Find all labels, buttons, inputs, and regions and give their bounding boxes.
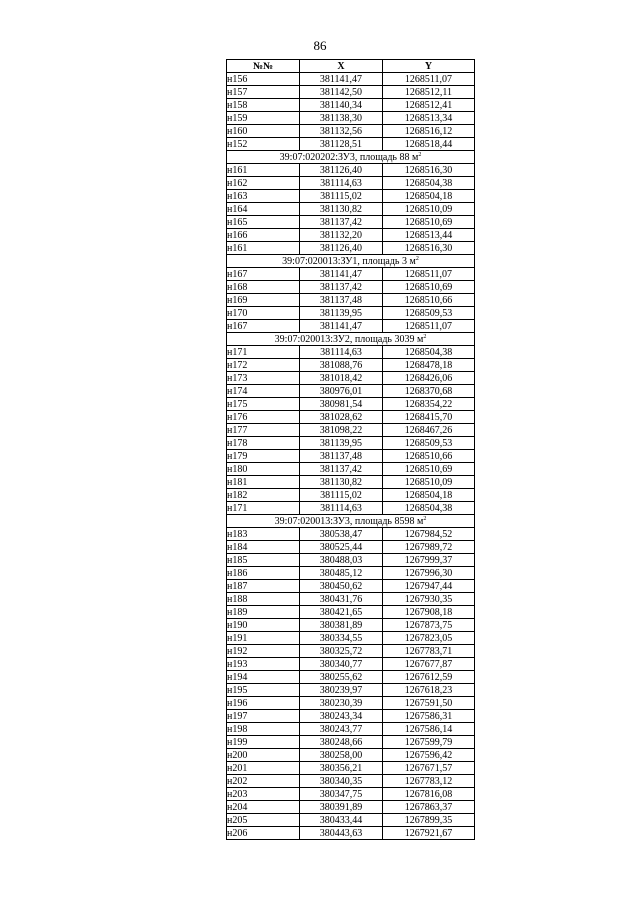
x-coordinate-cell: 381137,48 <box>300 294 383 307</box>
table-row <box>227 619 475 632</box>
parcel-title <box>227 333 475 346</box>
table-row <box>227 359 475 372</box>
x-coordinate-cell: 380976,01 <box>300 385 383 398</box>
table-row <box>227 723 475 736</box>
point-number-cell: н174 <box>227 385 300 398</box>
point-number-cell: н192 <box>227 645 300 658</box>
x-coordinate-cell: 380255,62 <box>300 671 383 684</box>
table-row <box>227 463 475 476</box>
x-coordinate-cell: 381132,20 <box>300 229 383 242</box>
table-row <box>227 541 475 554</box>
y-coordinate-cell: 1268511,07 <box>383 320 475 333</box>
x-coordinate-cell: 380340,35 <box>300 775 383 788</box>
y-coordinate-cell: 1268504,38 <box>383 502 475 515</box>
table-row <box>227 580 475 593</box>
x-coordinate-cell: 380421,65 <box>300 606 383 619</box>
y-coordinate-cell: 1267899,35 <box>383 814 475 827</box>
y-coordinate-cell: 1267989,72 <box>383 541 475 554</box>
table-row <box>227 606 475 619</box>
point-number-cell: н188 <box>227 593 300 606</box>
point-number-cell: н175 <box>227 398 300 411</box>
point-number-cell: н193 <box>227 658 300 671</box>
x-coordinate-cell: 381141,47 <box>300 73 383 86</box>
x-coordinate-cell: 381114,63 <box>300 177 383 190</box>
point-number-cell: н190 <box>227 619 300 632</box>
y-coordinate-cell: 1268510,69 <box>383 281 475 294</box>
point-number-cell: н170 <box>227 307 300 320</box>
y-coordinate-cell: 1268478,18 <box>383 359 475 372</box>
y-coordinate-cell: 1268504,38 <box>383 177 475 190</box>
point-number-cell: н160 <box>227 125 300 138</box>
point-number-cell: н163 <box>227 190 300 203</box>
table-row <box>227 554 475 567</box>
x-coordinate-cell: 381140,34 <box>300 99 383 112</box>
y-coordinate-cell: 1268516,12 <box>383 125 475 138</box>
point-number-cell: н183 <box>227 528 300 541</box>
y-coordinate-cell: 1268370,68 <box>383 385 475 398</box>
x-coordinate-cell: 381115,02 <box>300 190 383 203</box>
table-row <box>227 437 475 450</box>
table-row <box>227 762 475 775</box>
y-coordinate-cell: 1267873,75 <box>383 619 475 632</box>
point-number-cell: н196 <box>227 697 300 710</box>
table-row <box>227 593 475 606</box>
parcel-title-text: 39:07:020013:ЗУ1, площадь 3 м <box>282 255 416 267</box>
area-unit-exponent: 2 <box>423 515 427 522</box>
point-number-cell: н202 <box>227 775 300 788</box>
point-number-cell: н167 <box>227 320 300 333</box>
point-number-cell: н198 <box>227 723 300 736</box>
coordinates-table <box>226 59 475 840</box>
x-coordinate-cell: 381115,02 <box>300 489 383 502</box>
x-coordinate-cell: 381139,95 <box>300 307 383 320</box>
table-row <box>227 73 475 86</box>
y-coordinate-cell: 1268512,41 <box>383 99 475 112</box>
table-row <box>227 827 475 840</box>
y-coordinate-cell: 1267863,37 <box>383 801 475 814</box>
point-number-cell: н152 <box>227 138 300 151</box>
y-coordinate-cell: 1267783,12 <box>383 775 475 788</box>
y-coordinate-cell: 1268516,30 <box>383 242 475 255</box>
x-coordinate-cell: 381028,62 <box>300 411 383 424</box>
table-row <box>227 281 475 294</box>
table-row <box>227 632 475 645</box>
header-point-number: №№ <box>227 60 300 73</box>
table-row <box>227 320 475 333</box>
table-row <box>227 398 475 411</box>
table-row <box>227 242 475 255</box>
table-row <box>227 489 475 502</box>
x-coordinate-cell: 380443,63 <box>300 827 383 840</box>
area-unit-exponent: 2 <box>423 333 427 340</box>
y-coordinate-cell: 1267921,67 <box>383 827 475 840</box>
table-row <box>227 424 475 437</box>
y-coordinate-cell: 1268509,53 <box>383 307 475 320</box>
y-coordinate-cell: 1267677,87 <box>383 658 475 671</box>
table-row <box>227 203 475 216</box>
point-number-cell: н178 <box>227 437 300 450</box>
y-coordinate-cell: 1267999,37 <box>383 554 475 567</box>
y-coordinate-cell: 1268516,30 <box>383 164 475 177</box>
x-coordinate-cell: 381126,40 <box>300 164 383 177</box>
x-coordinate-cell: 381139,95 <box>300 437 383 450</box>
parcel-title-text: 39:07:020013:ЗУ3, площадь 8598 м <box>274 515 424 527</box>
x-coordinate-cell: 380334,55 <box>300 632 383 645</box>
parcel-title-text: 39:07:020202:ЗУ3, площадь 88 м <box>279 151 419 163</box>
x-coordinate-cell: 381132,56 <box>300 125 383 138</box>
table-row <box>227 294 475 307</box>
x-coordinate-cell: 380485,12 <box>300 567 383 580</box>
table-row <box>227 86 475 99</box>
y-coordinate-cell: 1267996,30 <box>383 567 475 580</box>
y-coordinate-cell: 1267823,05 <box>383 632 475 645</box>
point-number-cell: н173 <box>227 372 300 385</box>
y-coordinate-cell: 1267816,08 <box>383 788 475 801</box>
table-row <box>227 372 475 385</box>
y-coordinate-cell: 1267599,79 <box>383 736 475 749</box>
x-coordinate-cell: 380243,34 <box>300 710 383 723</box>
point-number-cell: н181 <box>227 476 300 489</box>
point-number-cell: н161 <box>227 164 300 177</box>
y-coordinate-cell: 1268510,09 <box>383 203 475 216</box>
parcel-title <box>227 255 475 268</box>
table-row <box>227 385 475 398</box>
x-coordinate-cell: 381130,82 <box>300 203 383 216</box>
y-coordinate-cell: 1267586,14 <box>383 723 475 736</box>
table-row <box>227 307 475 320</box>
y-coordinate-cell: 1267586,31 <box>383 710 475 723</box>
point-number-cell: н185 <box>227 554 300 567</box>
x-coordinate-cell: 380230,39 <box>300 697 383 710</box>
area-unit-exponent: 2 <box>418 151 422 158</box>
x-coordinate-cell: 381126,40 <box>300 242 383 255</box>
x-coordinate-cell: 380981,54 <box>300 398 383 411</box>
point-number-cell: н182 <box>227 489 300 502</box>
x-coordinate-cell: 380325,72 <box>300 645 383 658</box>
y-coordinate-cell: 1268513,44 <box>383 229 475 242</box>
y-coordinate-cell: 1267947,44 <box>383 580 475 593</box>
y-coordinate-cell: 1268512,11 <box>383 86 475 99</box>
x-coordinate-cell: 381137,42 <box>300 216 383 229</box>
y-coordinate-cell: 1267612,59 <box>383 671 475 684</box>
table-row <box>227 346 475 359</box>
y-coordinate-cell: 1267783,71 <box>383 645 475 658</box>
x-coordinate-cell: 380381,89 <box>300 619 383 632</box>
point-number-cell: н158 <box>227 99 300 112</box>
parcel-title-text: 39:07:020013:ЗУ2, площадь 3039 м <box>274 333 424 345</box>
table-row <box>227 710 475 723</box>
point-number-cell: н171 <box>227 502 300 515</box>
y-coordinate-cell: 1267596,42 <box>383 749 475 762</box>
x-coordinate-cell: 381137,42 <box>300 281 383 294</box>
table-row <box>227 125 475 138</box>
y-coordinate-cell: 1268513,34 <box>383 112 475 125</box>
y-coordinate-cell: 1267908,18 <box>383 606 475 619</box>
y-coordinate-cell: 1268354,22 <box>383 398 475 411</box>
table-row <box>227 450 475 463</box>
point-number-cell: н205 <box>227 814 300 827</box>
table-body <box>227 73 475 840</box>
y-coordinate-cell: 1267618,23 <box>383 684 475 697</box>
table-row <box>227 684 475 697</box>
y-coordinate-cell: 1267591,50 <box>383 697 475 710</box>
table-row <box>227 164 475 177</box>
x-coordinate-cell: 380258,00 <box>300 749 383 762</box>
x-coordinate-cell: 380525,44 <box>300 541 383 554</box>
parcel-title <box>227 151 475 164</box>
x-coordinate-cell: 381137,48 <box>300 450 383 463</box>
table-row <box>227 229 475 242</box>
point-number-cell: н204 <box>227 801 300 814</box>
section-title-row <box>227 151 475 164</box>
point-number-cell: н159 <box>227 112 300 125</box>
x-coordinate-cell: 380243,77 <box>300 723 383 736</box>
y-coordinate-cell: 1268504,38 <box>383 346 475 359</box>
y-coordinate-cell: 1267984,52 <box>383 528 475 541</box>
point-number-cell: н191 <box>227 632 300 645</box>
y-coordinate-cell: 1268518,44 <box>383 138 475 151</box>
table-row <box>227 749 475 762</box>
y-coordinate-cell: 1268509,53 <box>383 437 475 450</box>
table-row <box>227 736 475 749</box>
x-coordinate-cell: 380488,03 <box>300 554 383 567</box>
y-coordinate-cell: 1268510,69 <box>383 463 475 476</box>
y-coordinate-cell: 1268426,06 <box>383 372 475 385</box>
table-row <box>227 658 475 671</box>
y-coordinate-cell: 1268511,07 <box>383 268 475 281</box>
table-row <box>227 138 475 151</box>
y-coordinate-cell: 1268467,26 <box>383 424 475 437</box>
point-number-cell: н194 <box>227 671 300 684</box>
point-number-cell: н164 <box>227 203 300 216</box>
table-row <box>227 567 475 580</box>
page-number: 86 <box>313 38 327 53</box>
point-number-cell: н184 <box>227 541 300 554</box>
point-number-cell: н201 <box>227 762 300 775</box>
table-header <box>227 60 475 73</box>
x-coordinate-cell: 381098,22 <box>300 424 383 437</box>
y-coordinate-cell: 1268510,09 <box>383 476 475 489</box>
point-number-cell: н199 <box>227 736 300 749</box>
y-coordinate-cell: 1267671,57 <box>383 762 475 775</box>
x-coordinate-cell: 381128,51 <box>300 138 383 151</box>
point-number-cell: н172 <box>227 359 300 372</box>
x-coordinate-cell: 380538,47 <box>300 528 383 541</box>
x-coordinate-cell: 380431,76 <box>300 593 383 606</box>
table-row <box>227 411 475 424</box>
x-coordinate-cell: 381141,47 <box>300 320 383 333</box>
x-coordinate-cell: 380340,77 <box>300 658 383 671</box>
table-row <box>227 801 475 814</box>
x-coordinate-cell: 381114,63 <box>300 346 383 359</box>
x-coordinate-cell: 381088,76 <box>300 359 383 372</box>
point-number-cell: н189 <box>227 606 300 619</box>
table-row <box>227 528 475 541</box>
point-number-cell: н156 <box>227 73 300 86</box>
x-coordinate-cell: 380347,75 <box>300 788 383 801</box>
x-coordinate-cell: 380391,89 <box>300 801 383 814</box>
section-title-row <box>227 333 475 346</box>
y-coordinate-cell: 1268510,66 <box>383 294 475 307</box>
point-number-cell: н195 <box>227 684 300 697</box>
point-number-cell: н177 <box>227 424 300 437</box>
header-x: X <box>300 60 383 73</box>
table-row <box>227 216 475 229</box>
x-coordinate-cell: 380356,21 <box>300 762 383 775</box>
x-coordinate-cell: 381138,30 <box>300 112 383 125</box>
x-coordinate-cell: 381130,82 <box>300 476 383 489</box>
point-number-cell: н206 <box>227 827 300 840</box>
header-row <box>227 60 475 73</box>
y-coordinate-cell: 1268415,70 <box>383 411 475 424</box>
y-coordinate-cell: 1268504,18 <box>383 489 475 502</box>
point-number-cell: н166 <box>227 229 300 242</box>
point-number-cell: н167 <box>227 268 300 281</box>
table-row <box>227 502 475 515</box>
x-coordinate-cell: 381018,42 <box>300 372 383 385</box>
y-coordinate-cell: 1268504,18 <box>383 190 475 203</box>
point-number-cell: н187 <box>227 580 300 593</box>
y-coordinate-cell: 1268510,69 <box>383 216 475 229</box>
point-number-cell: н162 <box>227 177 300 190</box>
point-number-cell: н179 <box>227 450 300 463</box>
x-coordinate-cell: 381137,42 <box>300 463 383 476</box>
parcel-title <box>227 515 475 528</box>
area-unit-exponent: 2 <box>415 255 419 262</box>
table-row <box>227 788 475 801</box>
x-coordinate-cell: 381114,63 <box>300 502 383 515</box>
point-number-cell: н176 <box>227 411 300 424</box>
y-coordinate-cell: 1267930,35 <box>383 593 475 606</box>
table-row <box>227 671 475 684</box>
point-number-cell: н203 <box>227 788 300 801</box>
x-coordinate-cell: 381141,47 <box>300 268 383 281</box>
y-coordinate-cell: 1268511,07 <box>383 73 475 86</box>
point-number-cell: н157 <box>227 86 300 99</box>
point-number-cell: н180 <box>227 463 300 476</box>
header-y: Y <box>383 60 475 73</box>
point-number-cell: н161 <box>227 242 300 255</box>
table-row <box>227 697 475 710</box>
y-coordinate-cell: 1268510,66 <box>383 450 475 463</box>
table-row <box>227 268 475 281</box>
point-number-cell: н168 <box>227 281 300 294</box>
table-row <box>227 476 475 489</box>
point-number-cell: н200 <box>227 749 300 762</box>
x-coordinate-cell: 380433,44 <box>300 814 383 827</box>
table-row <box>227 177 475 190</box>
x-coordinate-cell: 380239,97 <box>300 684 383 697</box>
table-row <box>227 112 475 125</box>
x-coordinate-cell: 380450,62 <box>300 580 383 593</box>
table-row <box>227 190 475 203</box>
table-row <box>227 814 475 827</box>
table-row <box>227 99 475 112</box>
point-number-cell: н171 <box>227 346 300 359</box>
table-row <box>227 645 475 658</box>
x-coordinate-cell: 380248,66 <box>300 736 383 749</box>
x-coordinate-cell: 381142,50 <box>300 86 383 99</box>
table-row <box>227 775 475 788</box>
point-number-cell: н186 <box>227 567 300 580</box>
section-title-row <box>227 515 475 528</box>
point-number-cell: н169 <box>227 294 300 307</box>
point-number-cell: н197 <box>227 710 300 723</box>
section-title-row <box>227 255 475 268</box>
point-number-cell: н165 <box>227 216 300 229</box>
